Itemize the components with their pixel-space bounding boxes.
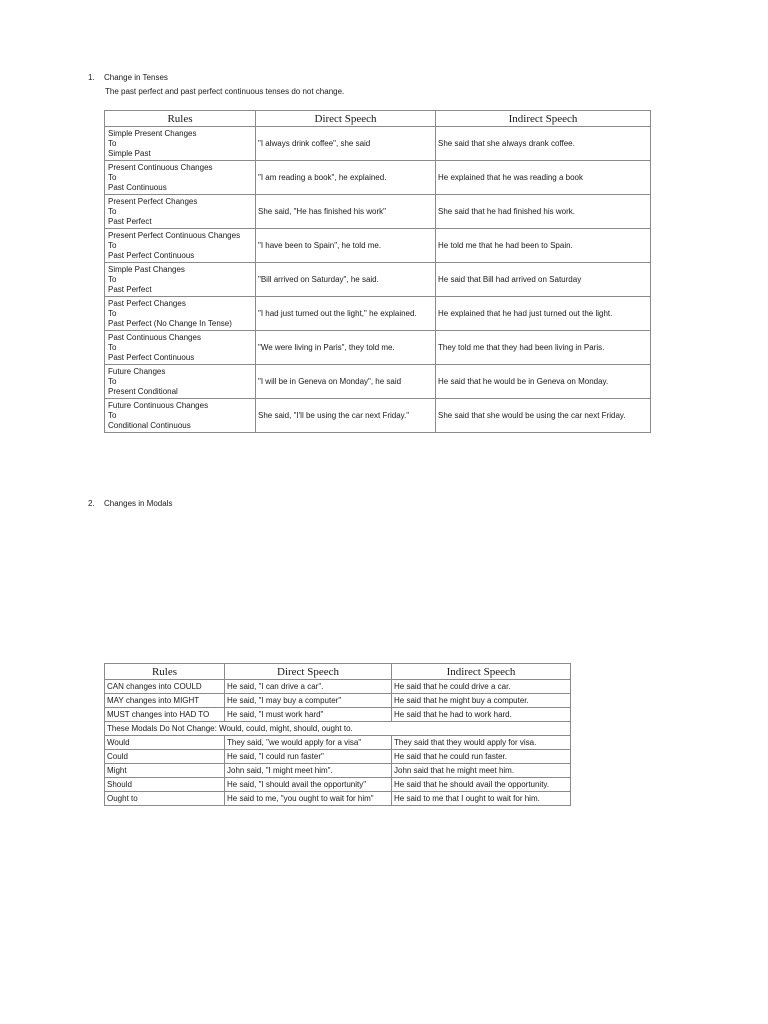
rule-cell: Would	[105, 736, 225, 750]
direct-speech-cell: He said, "I must work hard"	[225, 708, 392, 722]
rule-line: Future Changes	[108, 366, 166, 376]
table-row	[105, 127, 651, 161]
table-row	[105, 399, 651, 433]
rule-line: Simple Past Changes	[108, 264, 185, 274]
direct-speech-cell: He said, "I may buy a computer"	[225, 694, 392, 708]
rule-line: Past Continuous	[108, 182, 167, 192]
direct-speech-cell: He said, "I could run faster"	[225, 750, 392, 764]
rule-cell: MUST changes into HAD TO	[105, 708, 225, 722]
rule-line: Past Perfect (No Change In Tense)	[108, 318, 232, 328]
rule-line: Simple Present Changes	[108, 128, 197, 138]
rule-line: Present Perfect Changes	[108, 196, 198, 206]
header-rules: Rules	[105, 111, 256, 127]
table-row	[105, 195, 651, 229]
header-indirect-speech: Indirect Speech	[392, 664, 571, 680]
table-header-row	[105, 664, 571, 680]
table-row	[105, 708, 571, 722]
rule-line: To	[108, 308, 117, 318]
rule-cell	[105, 229, 256, 263]
table-row	[105, 778, 571, 792]
direct-speech-cell: "I always drink coffee", she said	[256, 127, 436, 161]
header-direct-speech: Direct Speech	[225, 664, 392, 680]
section-2-title: Changes in Modals	[104, 499, 173, 508]
indirect-speech-cell: He said that he had to work hard.	[392, 708, 571, 722]
rule-line: To	[108, 206, 117, 216]
section-1-title: Change in Tenses	[104, 73, 168, 82]
rule-line: Past Perfect	[108, 284, 152, 294]
header-direct-speech: Direct Speech	[256, 111, 436, 127]
table-row	[105, 680, 571, 694]
section-2-heading	[88, 499, 172, 508]
indirect-speech-cell: They told me that they had been living in Paris.	[436, 331, 651, 365]
table-row	[105, 331, 651, 365]
indirect-speech-cell: He said that he could drive a car.	[392, 680, 571, 694]
direct-speech-cell: "We were living in Paris", they told me.	[256, 331, 436, 365]
indirect-speech-cell: He explained that he had just turned out the light.	[436, 297, 651, 331]
direct-speech-cell: He said, "I should avail the opportunity"	[225, 778, 392, 792]
indirect-speech-cell: He said that he should avail the opportunity.	[392, 778, 571, 792]
rule-cell: MAY changes into MIGHT	[105, 694, 225, 708]
table-row	[105, 750, 571, 764]
indirect-speech-cell: John said that he might meet him.	[392, 764, 571, 778]
indirect-speech-cell: She said that he had finished his work.	[436, 195, 651, 229]
table-row	[105, 736, 571, 750]
direct-speech-cell: John said, "I might meet him".	[225, 764, 392, 778]
direct-speech-cell: "I will be in Geneva on Monday", he said	[256, 365, 436, 399]
section-2-number: 2.	[88, 499, 95, 508]
section-1-heading	[88, 73, 168, 82]
rule-cell	[105, 195, 256, 229]
indirect-speech-cell: He said that he would be in Geneva on Monday.	[436, 365, 651, 399]
indirect-speech-cell: He explained that he was reading a book	[436, 161, 651, 195]
table-row	[105, 365, 651, 399]
direct-speech-cell: He said to me, "you ought to wait for him"	[225, 792, 392, 806]
table-body	[105, 680, 571, 806]
rule-line: To	[108, 376, 117, 386]
table-row	[105, 694, 571, 708]
rule-line: Present Perfect Continuous Changes	[108, 230, 241, 240]
table-row	[105, 229, 651, 263]
rule-cell: Could	[105, 750, 225, 764]
rule-cell: Ought to	[105, 792, 225, 806]
direct-speech-cell: "Bill arrived on Saturday", he said.	[256, 263, 436, 297]
direct-speech-cell: "I am reading a book", he explained.	[256, 161, 436, 195]
table-row	[105, 764, 571, 778]
rule-cell	[105, 127, 256, 161]
rule-cell	[105, 161, 256, 195]
rule-line: Present Conditional	[108, 386, 178, 396]
direct-speech-cell: She said, "He has finished his work"	[256, 195, 436, 229]
section-1-note: The past perfect and past perfect continuous tenses do not change.	[105, 87, 345, 96]
direct-speech-cell: He said, "I can drive a car".	[225, 680, 392, 694]
rule-cell	[105, 297, 256, 331]
rule-cell: Should	[105, 778, 225, 792]
rule-line: To	[108, 410, 117, 420]
header-rules: Rules	[105, 664, 225, 680]
indirect-speech-cell: He said to me that I ought to wait for him.	[392, 792, 571, 806]
rule-line: To	[108, 240, 117, 250]
indirect-speech-cell: She said that she always drank coffee.	[436, 127, 651, 161]
rule-cell	[105, 263, 256, 297]
rule-line: To	[108, 172, 117, 182]
table-row	[105, 792, 571, 806]
table-row	[105, 297, 651, 331]
rule-line: Future Continuous Changes	[108, 400, 209, 410]
header-indirect-speech: Indirect Speech	[436, 111, 651, 127]
tense-changes-table	[104, 110, 651, 433]
rule-cell	[105, 365, 256, 399]
rule-line: Past Perfect Continuous	[108, 352, 195, 362]
indirect-speech-cell: He said that Bill had arrived on Saturday	[436, 263, 651, 297]
rule-cell	[105, 331, 256, 365]
rule-line: To	[108, 274, 117, 284]
modal-changes-table	[104, 663, 571, 806]
rule-line: Past Perfect Continuous	[108, 250, 195, 260]
rule-line: To	[108, 138, 117, 148]
rule-cell: CAN changes into COULD	[105, 680, 225, 694]
rule-line: Past Perfect	[108, 216, 152, 226]
rule-cell	[105, 399, 256, 433]
rule-line: Conditional Continuous	[108, 420, 191, 430]
indirect-speech-cell: They said that they would apply for visa.	[392, 736, 571, 750]
rule-line: Past Continuous Changes	[108, 332, 201, 342]
indirect-speech-cell: He said that he might buy a computer.	[392, 694, 571, 708]
rule-line: Past Perfect Changes	[108, 298, 186, 308]
table-row	[105, 263, 651, 297]
direct-speech-cell: "I have been to Spain", he told me.	[256, 229, 436, 263]
direct-speech-cell: They said, "we would apply for a visa"	[225, 736, 392, 750]
indirect-speech-cell: He told me that he had been to Spain.	[436, 229, 651, 263]
rule-line: Simple Past	[108, 148, 151, 158]
table-header-row	[105, 111, 651, 127]
rule-line: Present Continuous Changes	[108, 162, 213, 172]
direct-speech-cell: "I had just turned out the light," he explained.	[256, 297, 436, 331]
rule-cell: Might	[105, 764, 225, 778]
indirect-speech-cell: She said that she would be using the car next Friday.	[436, 399, 651, 433]
table-row	[105, 161, 651, 195]
section-1-number: 1.	[88, 73, 95, 82]
no-change-note-cell: These Modals Do Not Change: Would, could, might, should, ought to.	[105, 722, 571, 736]
table-body	[105, 127, 651, 433]
rule-line: To	[108, 342, 117, 352]
direct-speech-cell: She said, "I'll be using the car next Friday."	[256, 399, 436, 433]
indirect-speech-cell: He said that he could run faster.	[392, 750, 571, 764]
table-row-span	[105, 722, 571, 736]
